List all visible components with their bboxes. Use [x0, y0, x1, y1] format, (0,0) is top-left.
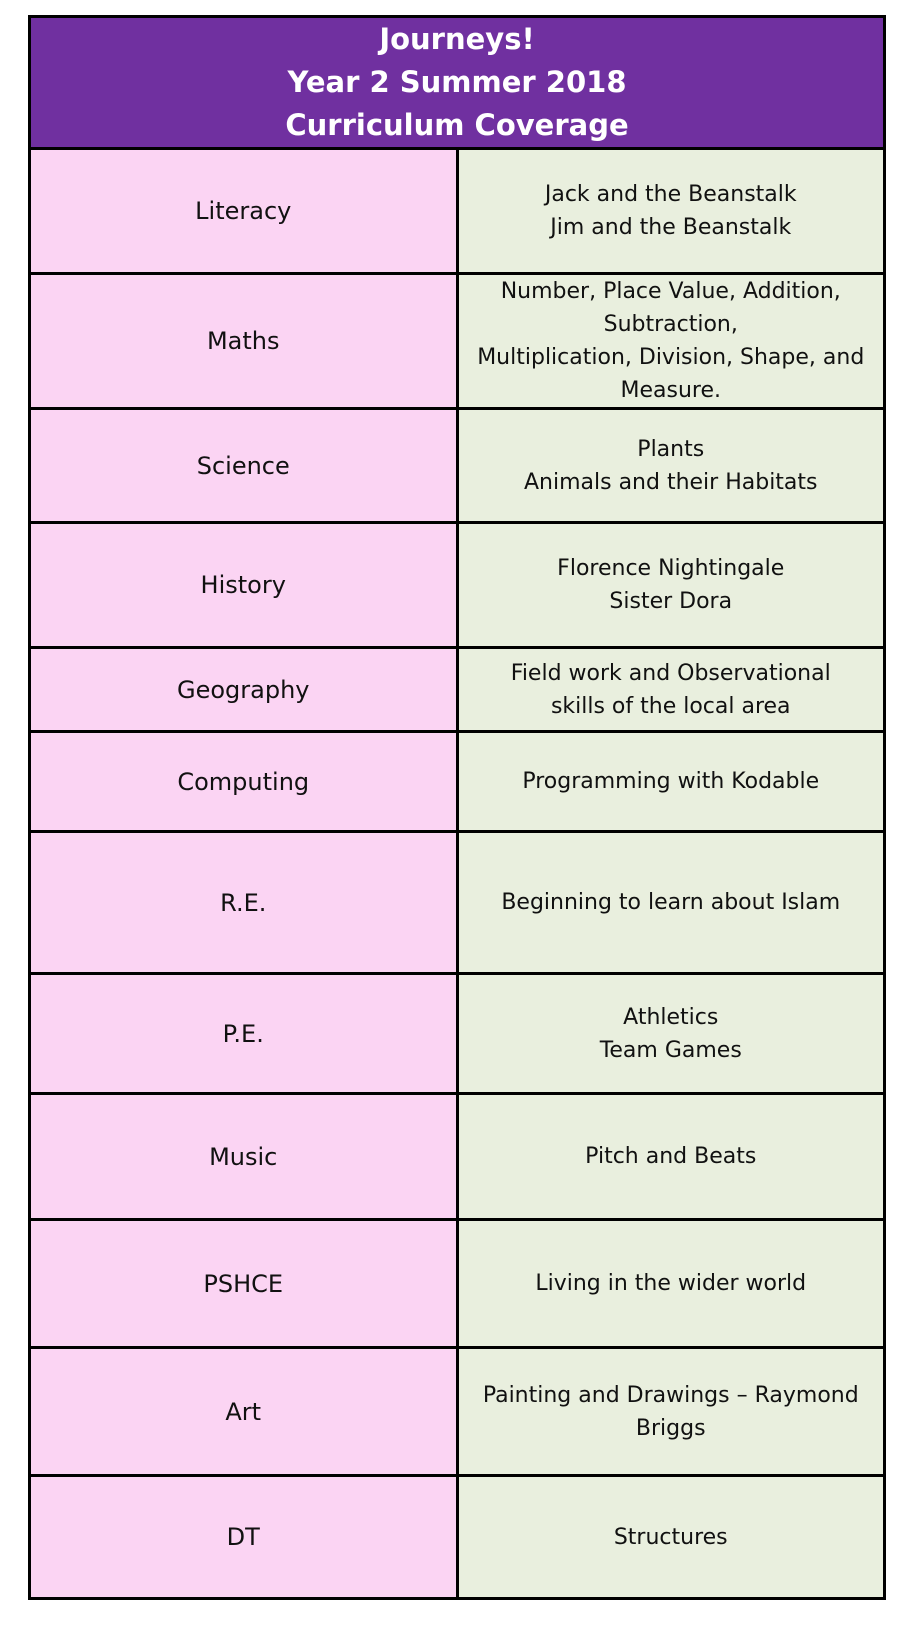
- table-row-history: [30, 523, 885, 648]
- content-cell: [457, 409, 885, 523]
- content-line: Number, Place Value, Addition, Subtraction,: [500, 279, 841, 337]
- content-cell: [457, 1094, 885, 1220]
- table-row-maths: [30, 274, 885, 409]
- subject-cell: Art: [30, 1348, 458, 1476]
- content-line: Field work and Observational: [510, 660, 831, 686]
- subject-cell: Science: [30, 409, 458, 523]
- content-cell: [457, 1476, 885, 1599]
- subject-cell: Maths: [30, 274, 458, 409]
- content-cell: [457, 1348, 885, 1476]
- content-line: Structures: [613, 1524, 728, 1550]
- content-line: Beginning to learn about Islam: [501, 890, 841, 915]
- content-line: Pitch and Beats: [585, 1144, 757, 1169]
- table-row-dt: [30, 1476, 885, 1599]
- table-row-literacy: [30, 149, 885, 274]
- table-row-computing: [30, 732, 885, 832]
- content-line: Programming with Kodable: [522, 769, 820, 794]
- subject-cell: Music: [30, 1094, 458, 1220]
- content-line: Sister Dora: [609, 589, 733, 614]
- subject-cell: P.E.: [30, 974, 458, 1094]
- table-row-music: [30, 1094, 885, 1220]
- subject-cell: PSHCE: [30, 1220, 458, 1348]
- content-cell: [457, 1220, 885, 1348]
- content-line: Florence Nightingale: [557, 556, 785, 581]
- content-line: Animals and their Habitats: [523, 469, 818, 495]
- content-cell: [457, 974, 885, 1094]
- table-row-pe: [30, 974, 885, 1094]
- content-cell: [457, 149, 885, 274]
- table-row-art: [30, 1348, 885, 1476]
- table-row-geography: [30, 648, 885, 732]
- subject-cell: Literacy: [30, 149, 458, 274]
- content-line: Team Games: [599, 1037, 742, 1063]
- content-line: Painting and Drawings – Raymond Briggs: [482, 1382, 859, 1441]
- subject-cell: Geography: [30, 648, 458, 732]
- subject-cell: R.E.: [30, 832, 458, 974]
- curriculum-table: [28, 15, 886, 1600]
- table-row-pshce: [30, 1220, 885, 1348]
- content-line: Jim and the Beanstalk: [550, 215, 792, 240]
- content-line: Living in the wider world: [535, 1271, 807, 1296]
- table-title: [30, 17, 885, 149]
- subject-cell: History: [30, 523, 458, 648]
- content-line: skills of the local area: [550, 693, 791, 719]
- table-row-science: [30, 409, 885, 523]
- content-cell: [457, 274, 885, 409]
- content-cell: [457, 832, 885, 974]
- content-line: Jack and the Beanstalk: [544, 182, 797, 207]
- subject-cell: Computing: [30, 732, 458, 832]
- header-row: [30, 17, 885, 149]
- title-line-journeys: Journeys!: [379, 22, 535, 56]
- content-line: Plants: [637, 436, 705, 462]
- subject-cell: DT: [30, 1476, 458, 1599]
- content-line: Athletics: [623, 1004, 719, 1030]
- content-cell: [457, 523, 885, 648]
- content-line: Multiplication, Division, Shape, and Measure.: [477, 345, 865, 403]
- title-line-coverage: Curriculum Coverage: [285, 108, 629, 142]
- table-row-re: [30, 832, 885, 974]
- content-cell: [457, 732, 885, 832]
- title-line-term: Year 2 Summer 2018: [287, 65, 627, 99]
- content-cell: [457, 648, 885, 732]
